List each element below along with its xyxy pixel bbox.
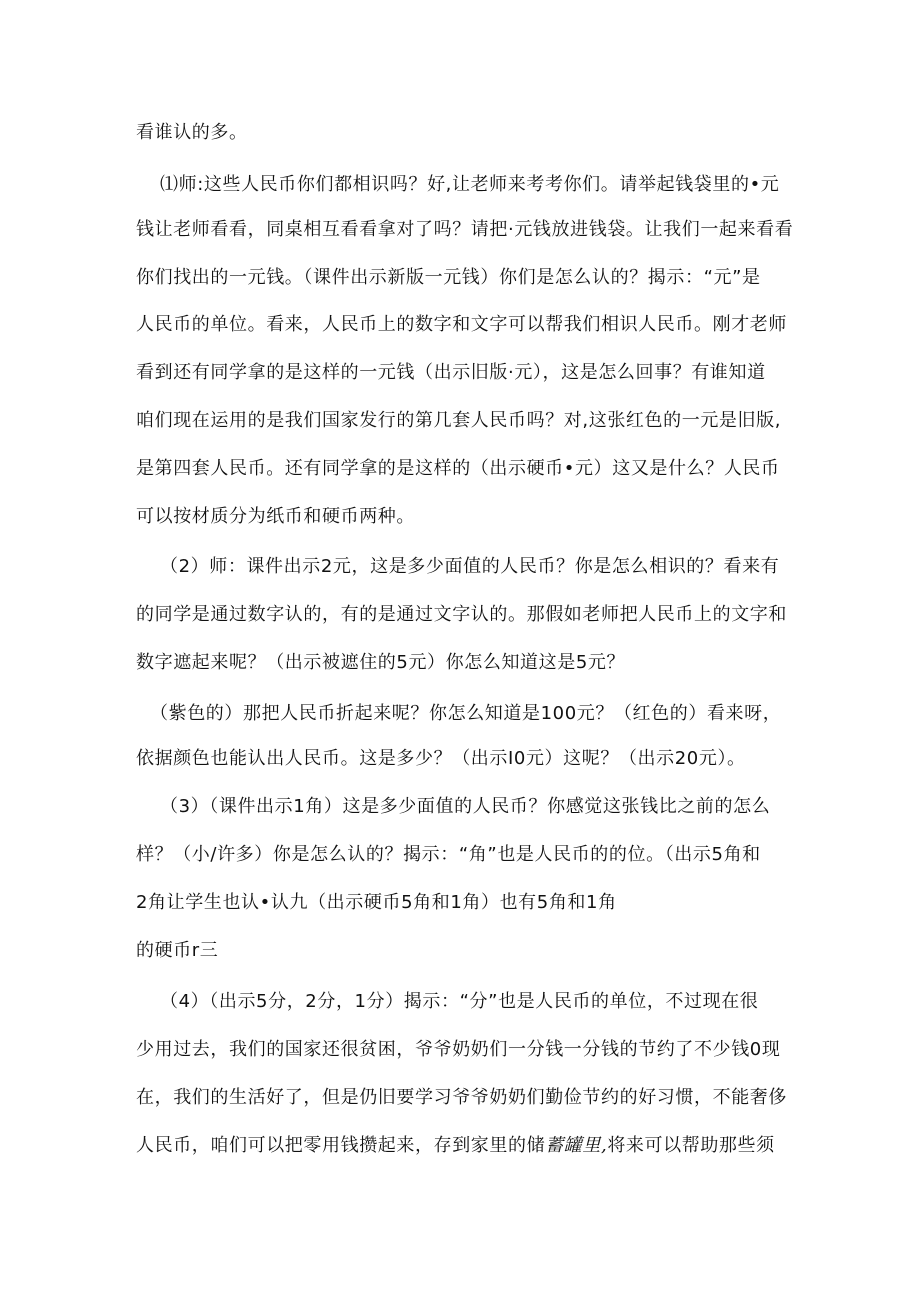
text-line-19: （4）（出示5分，2分，1分）揭示：“分”也是人民币的单位，不过现在很 xyxy=(160,991,759,1012)
text-line-6: 看到还有同学拿的是这样的一元钱（出示旧版·元），这是怎么回事？有谁知道 xyxy=(136,362,766,383)
text-line-16: 样？（小/许多）你是怎么认的？揭示：“角”也是人民币的的位。（出示5角和 xyxy=(136,844,761,865)
text-line-9: 可以按材质分为纸币和硬币两种。 xyxy=(136,506,415,527)
text-line-18: 的硬币r三 xyxy=(136,940,219,961)
text-line-17: 2角让学生也认•认九（出示硬币5角和1角）也有5角和1角 xyxy=(136,892,617,913)
text-line-22-tail: 将来可以帮助那些须 xyxy=(607,1135,775,1156)
text-line-7: 咱们现在运用的是我们国家发行的第几套人民币吗？对,这张红色的一元是旧版, xyxy=(136,410,782,431)
text-line-22-italic: 蓄罐里, xyxy=(545,1135,608,1156)
text-line-20: 少用过去，我们的国家还很贫困，爷爷奶奶们一分钱一分钱的节约了不少钱0现 xyxy=(136,1039,781,1060)
text-line-12: 数字遮起来呢？（出示被遮住的5元）你怎么知道这是5元？ xyxy=(136,652,626,673)
text-line-11: 的同学是通过数字认的，有的是通过文字认的。那假如老师把人民币上的文字和 xyxy=(136,604,787,625)
text-line-22 xyxy=(136,1134,775,1158)
text-line-5: 人民币的单位。看来，人民币上的数字和文字可以帮我们相识人民币。刚才老师 xyxy=(136,314,787,335)
text-line-1: 看谁认的多。 xyxy=(136,122,248,143)
text-line-22-main: 人民币，咱们可以把零用钱攒起来，存到家里的储 xyxy=(136,1135,546,1156)
text-line-15: （3）（课件出示1角）这是多少面值的人民币？你感觉这张钱比之前的怎么 xyxy=(160,796,771,817)
text-line-2: ⑴师:这些人民币你们都相识吗？好,让老师来考考你们。请举起钱袋里的•元 xyxy=(160,174,780,195)
text-line-10: （2）师：课件出示2元，这是多少面值的人民币？你是怎么相识的？看来有 xyxy=(160,556,780,577)
text-line-21: 在，我们的生活好了，但是仍旧要学习爷爷奶奶们勤俭节约的好习惯，不能奢侈 xyxy=(136,1087,787,1108)
text-line-13: （紫色的）那把人民币折起来呢？你怎么知道是100元？（红色的）看来呀， xyxy=(150,703,782,724)
text-line-3: 钱让老师看看，同桌相互看看拿对了吗？请把·元钱放进钱袋。让我们一起来看看 xyxy=(136,219,794,240)
text-line-8: 是第四套人民币。还有同学拿的是这样的（出示硬币•元）这又是什么？人民币 xyxy=(136,458,780,479)
text-line-4: 你们找出的一元钱。（课件出示新版一元钱）你们是怎么认的？揭示：“元”是 xyxy=(136,267,761,288)
text-line-14: 依据颜色也能认出人民币。这是多少？（出示I0元）这呢？（出示20元）。 xyxy=(136,748,746,769)
